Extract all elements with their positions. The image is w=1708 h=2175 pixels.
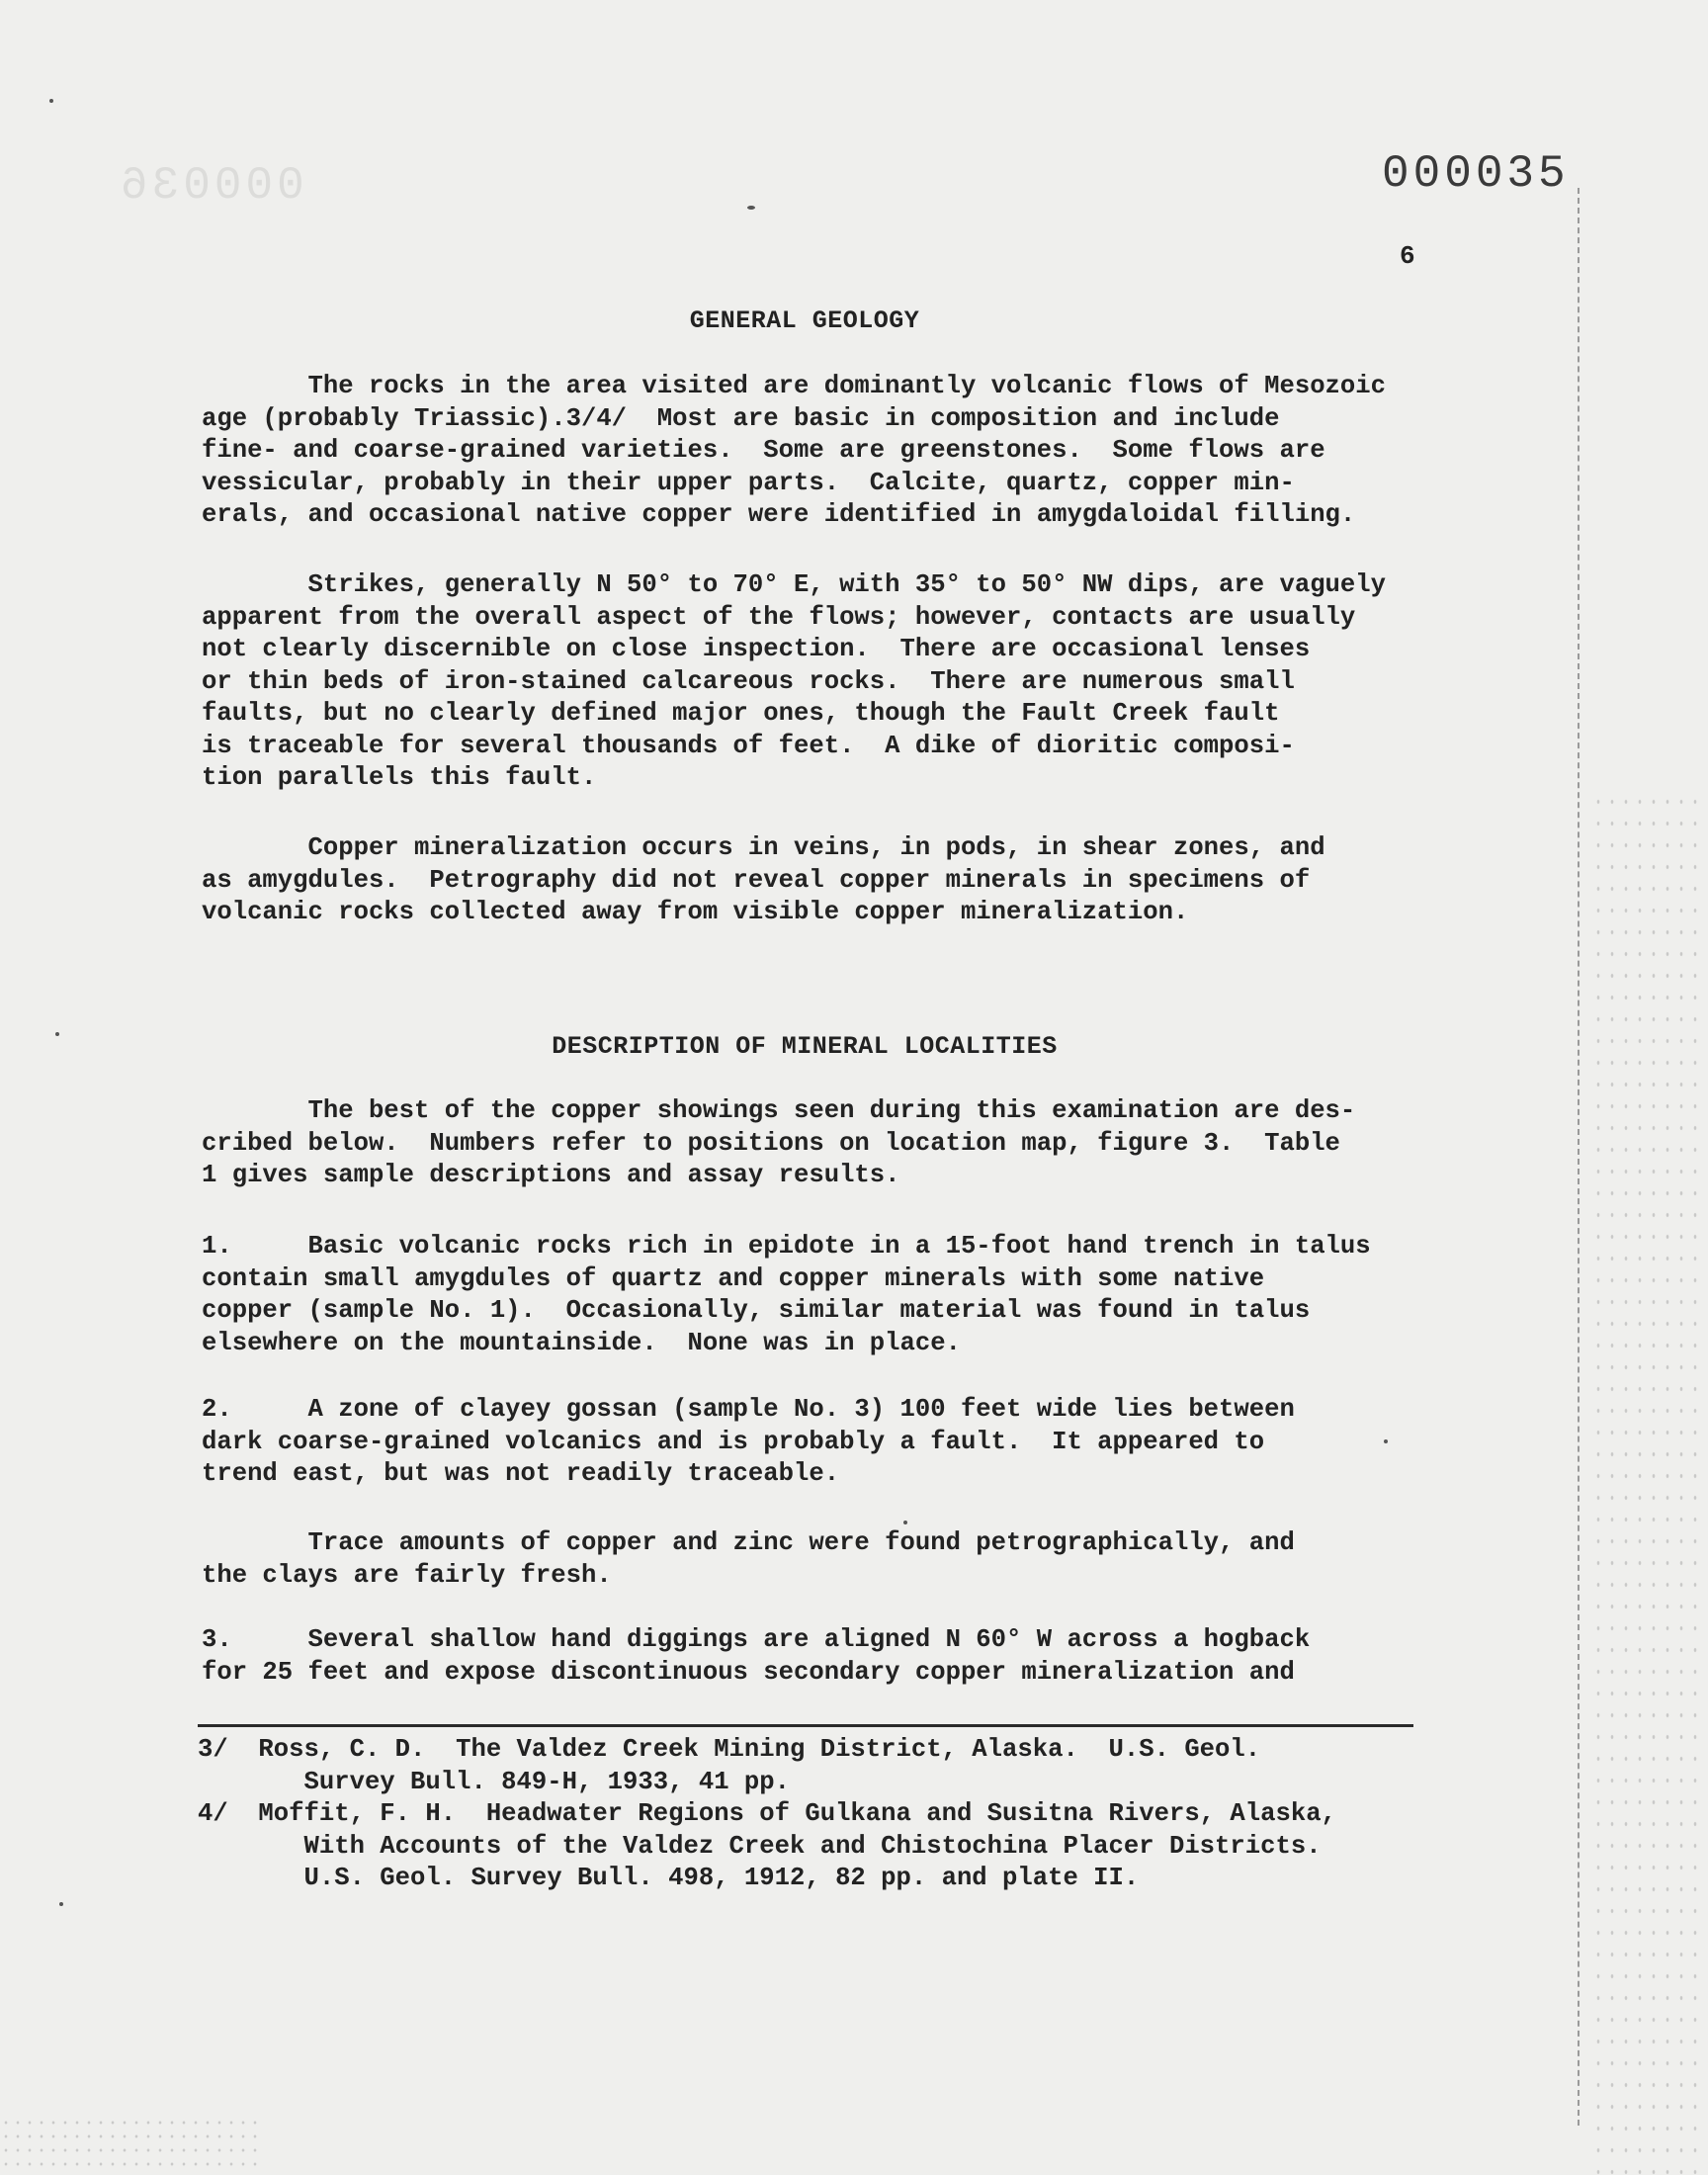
scan-speck — [903, 1521, 907, 1524]
section-heading-mineral-localities: DESCRIPTION OF MINERAL LOCALITIES — [552, 1032, 1058, 1061]
scan-speck — [59, 1902, 63, 1906]
locality-item-3: 3. Several shallow hand diggings are aligned N 60° W across a hogback for 25 feet and expose discontinuous secondary copper mineralization and — [202, 1625, 1311, 1687]
footnote-3: 3/ Ross, C. D. The Valdez Creek Mining District, Alaska. U.S. Geol. Survey Bull. 849-H, 1933, 41 pp. — [198, 1735, 1261, 1796]
footnote-4: 4/ Moffit, F. H. Headwater Regions of Gulkana and Susitna Rivers, Alaska, With Accounts of the Valdez Creek and Chistochina Placer Districts. U.S. Geol. Survey Bull. 498, 1912, 82 pp. and plate II. — [198, 1799, 1336, 1892]
locality-item-1: 1. Basic volcanic rocks rich in epidote in a 15-foot hand trench in talus contain small amygdules of quartz and copper minerals with some native copper (sample No. 1). Occasionally, similar material was found in talus elsewhere on the mountainside. None was in place. — [202, 1232, 1371, 1357]
section-heading-general-geology: GENERAL GEOLOGY — [689, 306, 920, 335]
scan-speck — [49, 99, 53, 103]
footnote-divider — [198, 1724, 1413, 1727]
paragraph-copper-mineralization: Copper mineralization occurs in veins, in pods, in shear zones, and as amygdules. Petrography did not reveal copper minerals in specimens of volcanic rocks collected away from visible copper mineralization. — [202, 833, 1325, 926]
page-number: 6 — [1400, 241, 1415, 271]
scan-edge-noise — [1591, 791, 1700, 2175]
paragraph-strikes: Strikes, generally N 50° to 70° E, with 35° to 50° NW dips, are vaguely apparent from the overall aspect of the flows; however, contacts are usually not clearly discernible on close inspection. There are occasional lenses or thin beds of iron-stained calcareous rocks. There are numerous small faults, but no clearly defined major ones, though the Fault Creek fault is traceable for several thousands of feet. A dike of dioritic composi- tion parallels this fault. — [202, 570, 1386, 792]
scan-speck — [55, 1032, 59, 1036]
paragraph-trace-amounts: Trace amounts of copper and zinc were found petrographically, and the clays are fairly fresh. — [202, 1528, 1295, 1590]
scan-speck — [1384, 1439, 1388, 1443]
paragraph-best-showings: The best of the copper showings seen during this examination are des- cribed below. Numbers refer to positions on location map, figure 3. Table 1 gives sample descriptions and assay results. — [202, 1096, 1356, 1189]
document-stamp-number: 000035 — [1382, 148, 1570, 200]
paragraph-rocks: The rocks in the area visited are dominantly volcanic flows of Mesozoic age (probably Triassic).3/4/ Most are basic in composition and include fine- and coarse-grained varieties. Some are greenstones. Some flows are vessicular, probably in their upper parts. Calcite, quartz, copper min- erals, and occasional native copper were identified in amygdaloidal filling. — [202, 372, 1386, 529]
bleed-through-stamp: 000036 — [117, 160, 304, 212]
scan-right-border — [1578, 188, 1581, 2126]
locality-item-2: 2. A zone of clayey gossan (sample No. 3) 100 feet wide lies between dark coarse-grained volcanics and is probably a fault. It appeared to trend east, but was not readily traceable. — [202, 1395, 1295, 1488]
scan-bottom-noise — [0, 2116, 257, 2175]
scan-speck — [747, 206, 755, 210]
